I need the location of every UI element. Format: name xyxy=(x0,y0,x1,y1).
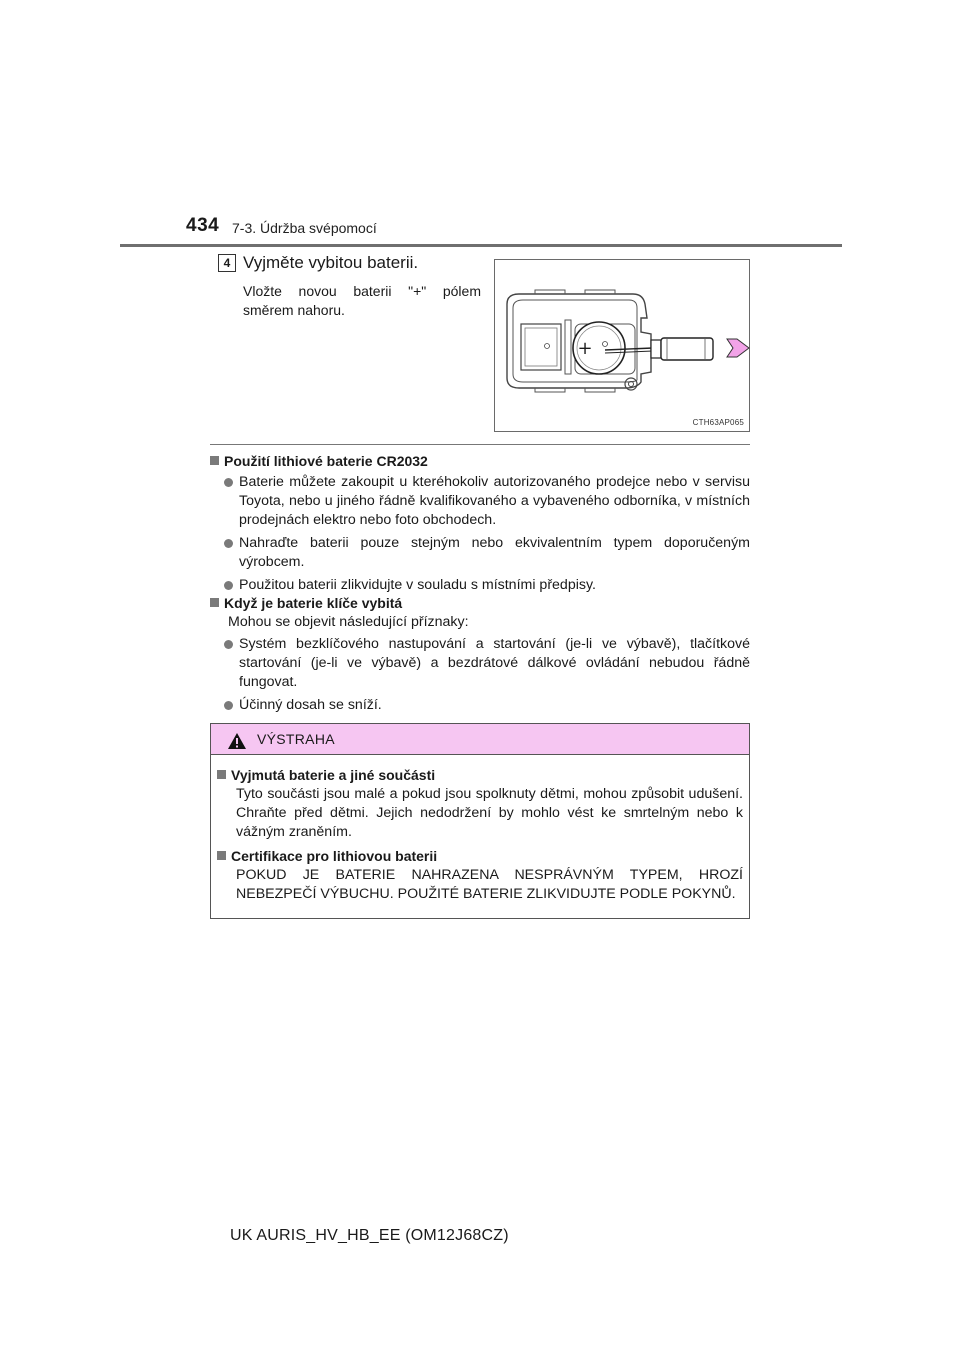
info-key-battery-depleted xyxy=(210,594,750,715)
round-bullet-icon xyxy=(224,539,233,548)
warning-text: Tyto součásti jsou malé a pokud jsou spolknuty dětmi, mohou způsobit udušení. Chraňte před dětmi. Jejich nedodržení by mohlo vést ke smrtelným nebo k vážným zraněním. xyxy=(236,786,743,840)
warning-heading: Vyjmutá baterie a jiné součásti xyxy=(217,766,743,784)
header-rule xyxy=(120,244,842,247)
page-number: 434 xyxy=(186,215,220,236)
square-bullet-icon xyxy=(210,598,219,607)
section-divider xyxy=(210,444,750,445)
figure-code: CTH63AP065 xyxy=(692,418,744,427)
list-item: Použitou baterii zlikvidujte v souladu s místními předpisy. xyxy=(210,576,750,595)
round-bullet-icon xyxy=(224,581,233,590)
warning-text: POKUD JE BATERIE NAHRAZENA NESPRÁVNÝM TYPEM, HROZÍ NEBEZPEČÍ VÝBUCHU. POUŽITÉ BATERIE ZLIKVIDUJTE PODLE POKYNŮ. xyxy=(236,867,743,902)
step-note xyxy=(243,282,481,320)
warning-body xyxy=(217,766,743,904)
key-fob-battery-drawing xyxy=(495,260,751,433)
step-note-line-1: Vložte novou baterii "+" pólem xyxy=(243,283,481,299)
warning-triangle-icon xyxy=(227,732,247,750)
step-note-line-2: směrem nahoru. xyxy=(243,302,345,318)
warning-title: VÝSTRAHA xyxy=(257,731,335,747)
footer-model-code: UK AURIS_HV_HB_EE (OM12J68CZ) xyxy=(230,1227,509,1244)
warning-heading: Certifikace pro lithiovou baterii xyxy=(217,847,743,865)
warning-header xyxy=(211,724,749,755)
info-lithium-battery xyxy=(210,452,750,595)
list-item: Baterie můžete zakoupit u kteréhokoliv autorizovaného prodejce nebo v servisu Toyota, nebo u jiného řádně kvalifikovaného a vybaveného odborníka, v místních prodejnách elektro nebo foto obchodech. xyxy=(210,473,750,530)
info-heading: Použití lithiové baterie CR2032 xyxy=(210,452,750,470)
info-intro: Mohou se objevit následující příznaky: xyxy=(228,614,469,630)
warning-box xyxy=(210,723,750,919)
square-bullet-icon xyxy=(217,770,226,779)
square-bullet-icon xyxy=(217,851,226,860)
round-bullet-icon xyxy=(224,640,233,649)
battery-removal-illustration xyxy=(494,259,750,432)
list-item: Účinný dosah se sníží. xyxy=(210,696,750,715)
list-item: Systém bezklíčového nastupování a startování (je-li ve výbavě), tlačítkové startování (je-li ve výbavě) a bezdrátové dálkové ovládání nebudou řádně fungovat. xyxy=(210,635,750,692)
list-item: Nahraďte baterii pouze stejným nebo ekvivalentním typem doporučeným výrobcem. xyxy=(210,534,750,572)
square-bullet-icon xyxy=(210,456,219,465)
round-bullet-icon xyxy=(224,701,233,710)
step-number-badge: 4 xyxy=(218,254,236,272)
round-bullet-icon xyxy=(224,478,233,487)
section-title: 7-3. Údržba svépomocí xyxy=(232,220,377,236)
step-title: Vyjměte vybitou baterii. xyxy=(243,253,419,272)
battery-plus-symbol: + xyxy=(577,338,593,359)
info-heading: Když je baterie klíče vybitá xyxy=(210,594,750,612)
